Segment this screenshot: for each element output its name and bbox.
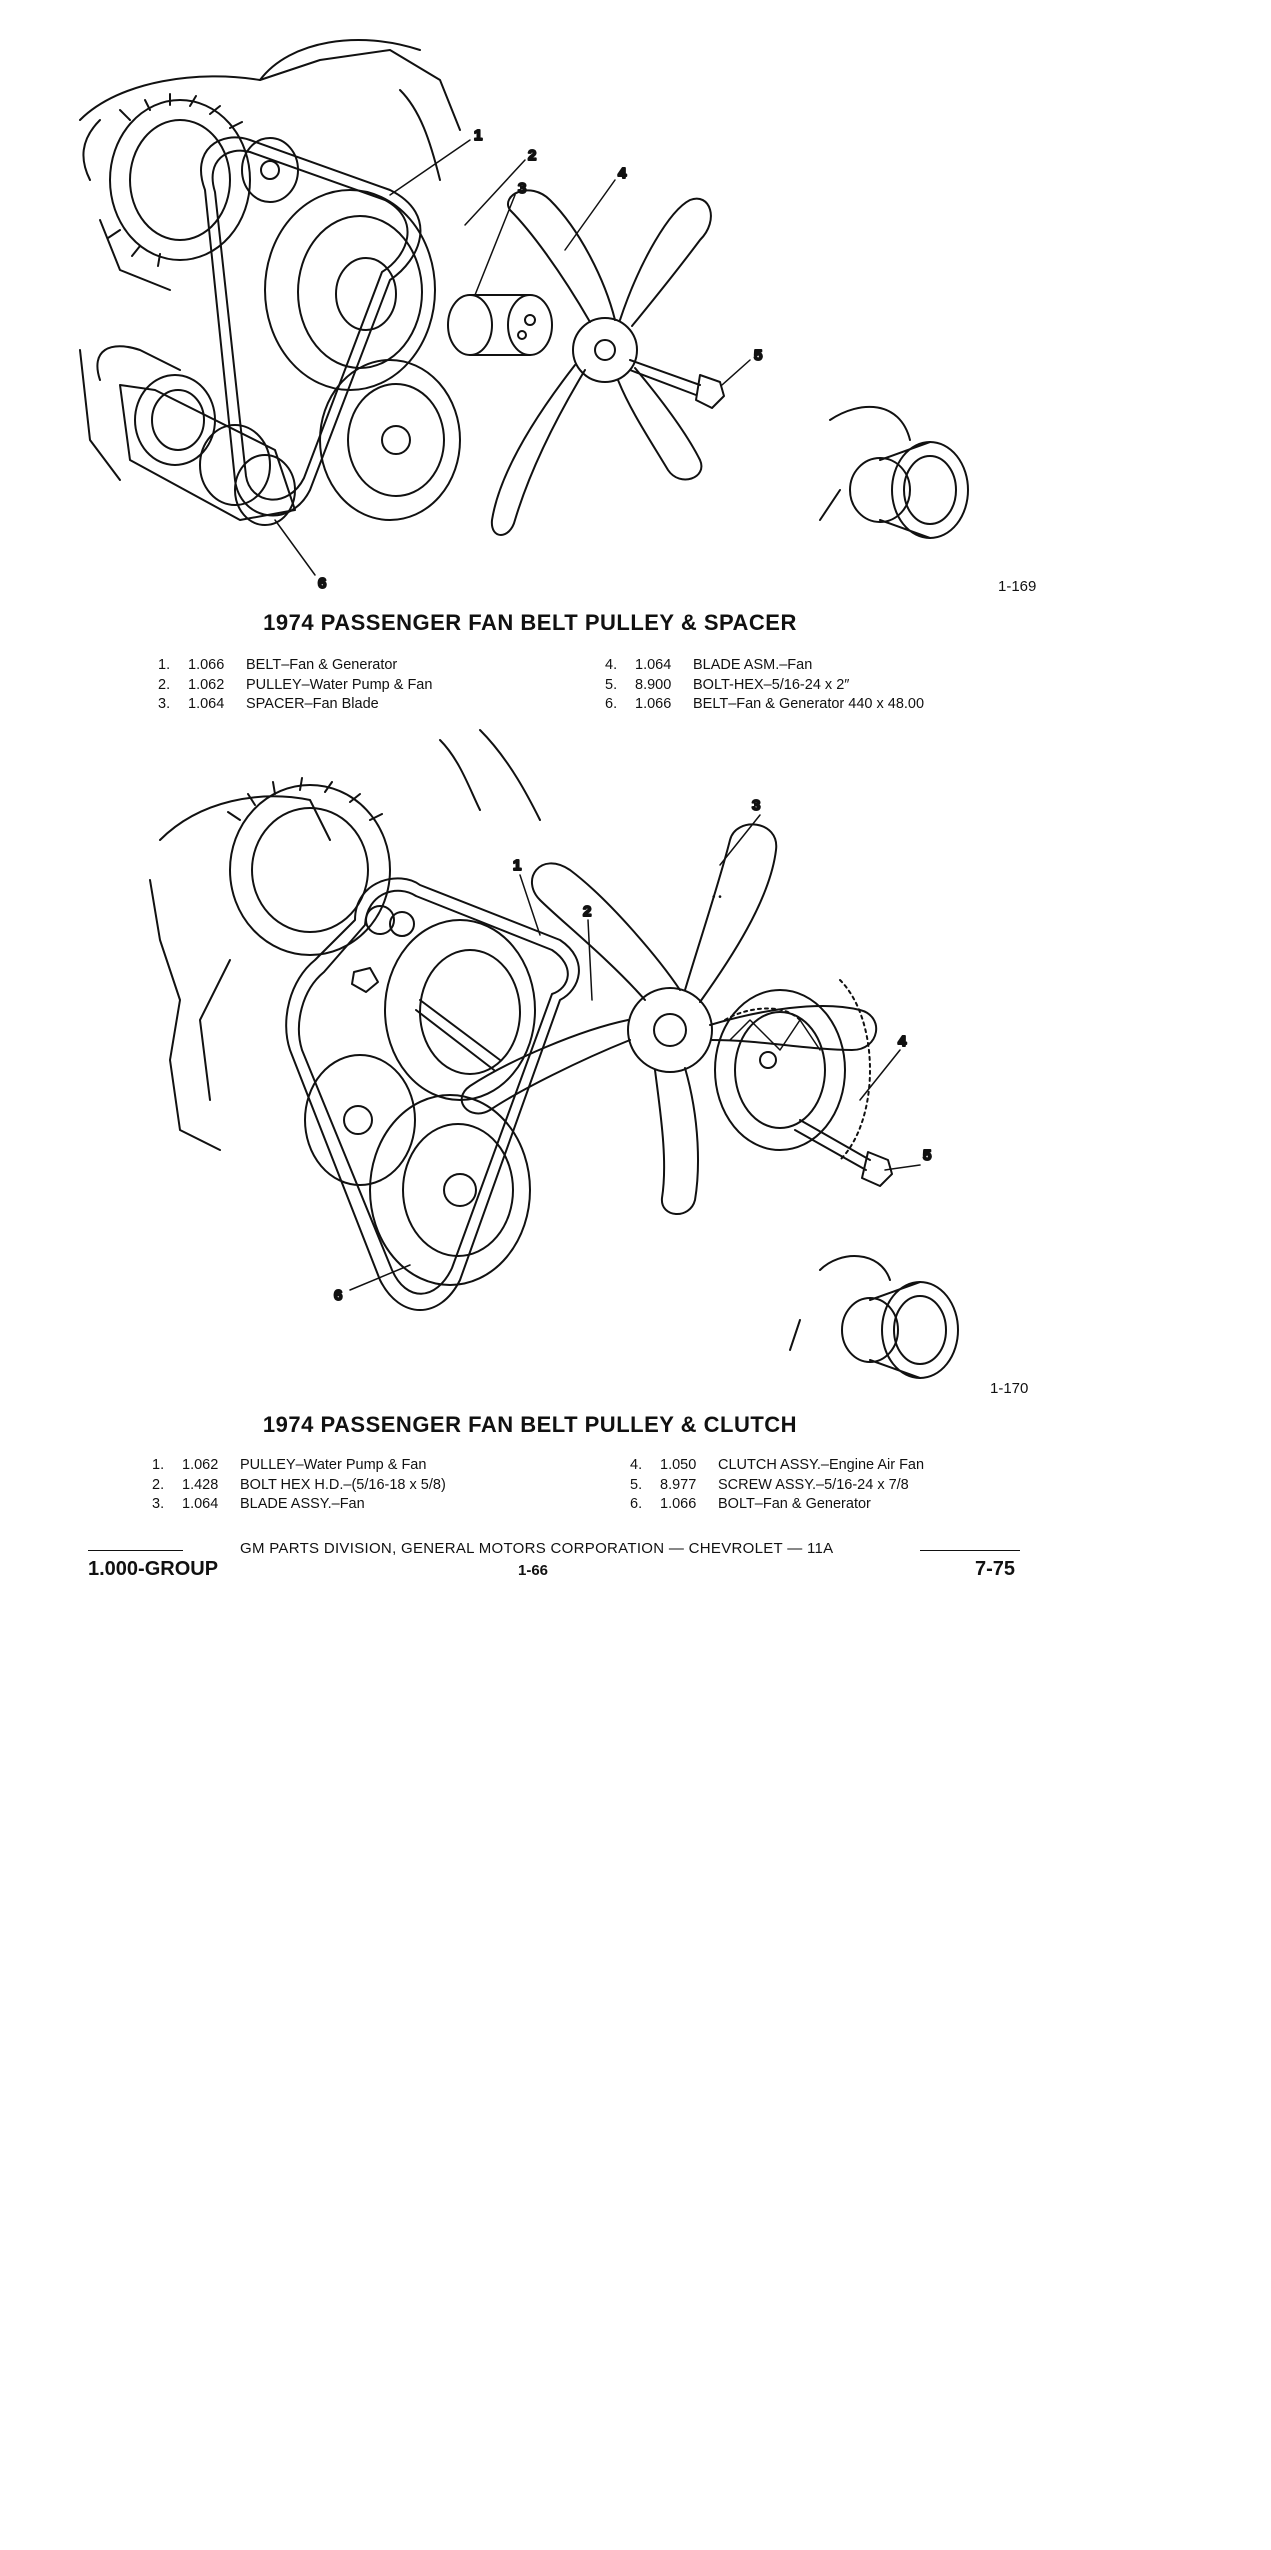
footer-rule-left	[88, 1550, 183, 1551]
figure-2-title: 1974 PASSENGER FAN BELT PULLEY & CLUTCH	[262, 1412, 798, 1437]
engine-block-drawing	[80, 40, 460, 290]
part-row	[605, 656, 924, 676]
part-group-code: 1.064	[182, 1496, 219, 1512]
figure-2-illustration	[140, 720, 1040, 1390]
part-group-code: 8.900	[635, 676, 672, 693]
footer-date: 7-75	[975, 1558, 1016, 1580]
callout-2: 2	[528, 147, 537, 164]
part-group-code: 1.062	[182, 1457, 219, 1473]
spacer-drawing	[448, 295, 552, 355]
figure-1-title: 1974 PASSENGER FAN BELT PULLEY & SPACER	[263, 610, 797, 635]
part-group-code: 1.064	[188, 696, 225, 712]
part-number: 4.	[605, 657, 618, 673]
part-row	[605, 695, 924, 715]
part-row	[158, 695, 432, 715]
part-description: BOLT-HEX–5/16-24 x 2″	[693, 676, 850, 693]
part-number: 2.	[152, 1476, 165, 1493]
part-group-code: 1.064	[635, 657, 672, 673]
alternator-drawing	[228, 778, 394, 955]
callout-6: 6	[334, 1287, 343, 1304]
part-description: SCREW ASSY.–5/16-24 x 7/8	[718, 1476, 909, 1493]
part-group-code: 1.066	[188, 657, 225, 673]
hex-bolt-drawing	[352, 968, 892, 1186]
part-row	[630, 1476, 924, 1496]
part-group-code: 1.050	[660, 1457, 697, 1473]
svg-text:• •: • •	[712, 892, 722, 903]
part-group-code: 1.428	[182, 1476, 219, 1493]
figure-2-parts-left	[152, 1456, 446, 1515]
fan-blade-drawing	[492, 190, 711, 535]
callout-5: 5	[923, 1147, 932, 1164]
footer-credit: GM PARTS DIVISION, GENERAL MOTORS CORPORATION — CHEVROLET — 11A	[240, 1540, 834, 1557]
part-row	[605, 676, 924, 696]
footer-page-number: 1-66	[518, 1562, 549, 1579]
part-row	[630, 1495, 924, 1515]
part-number: 4.	[630, 1457, 643, 1473]
figure-2-parts-right	[630, 1456, 924, 1515]
figure-1-parts-left	[158, 656, 432, 715]
callout-leader-lines	[275, 140, 750, 575]
figure-1-number: 1-169	[998, 578, 1037, 595]
part-description: BOLT–Fan & Generator	[718, 1496, 871, 1512]
hex-bolt-drawing	[630, 360, 724, 408]
part-description: BLADE ASM.–Fan	[693, 657, 813, 673]
callout-5: 5	[754, 347, 763, 364]
part-number: 5.	[605, 676, 618, 693]
callout-6: 6	[318, 575, 327, 592]
part-description: CLUTCH ASSY.–Engine Air Fan	[718, 1457, 925, 1473]
part-description: PULLEY–Water Pump & Fan	[240, 1457, 427, 1473]
part-description: BELT–Fan & Generator	[246, 657, 398, 673]
callout-1: 1	[513, 857, 522, 874]
part-number: 6.	[605, 696, 618, 712]
callout-3: 3	[752, 797, 761, 814]
part-row	[152, 1495, 446, 1515]
figure-1-illustration	[60, 20, 1060, 600]
callout-4: 4	[898, 1033, 907, 1050]
callout-2: 2	[583, 903, 592, 920]
clutch-detail-inset-drawing	[790, 1256, 958, 1378]
part-number: 5.	[630, 1476, 643, 1493]
belt-drawing	[201, 137, 420, 515]
part-group-code: 1.066	[635, 696, 672, 712]
part-row	[152, 1456, 446, 1476]
part-number: 2.	[158, 676, 171, 693]
figure-2-number: 1-170	[990, 1380, 1029, 1397]
water-pump-pulley-drawing	[305, 912, 535, 1285]
part-number: 1.	[152, 1457, 165, 1473]
part-number: 3.	[158, 696, 171, 712]
callout-3: 3	[518, 180, 527, 197]
part-number: 3.	[152, 1496, 165, 1512]
part-description: BOLT HEX H.D.–(5/16-18 x 5/8)	[240, 1476, 446, 1493]
part-number: 1.	[158, 657, 171, 673]
footer-rule-right	[920, 1550, 1020, 1551]
callout-4: 4	[618, 165, 627, 182]
water-pump-pulley-drawing	[242, 138, 460, 520]
part-row	[158, 656, 432, 676]
part-description: PULLEY–Water Pump & Fan	[246, 676, 433, 693]
part-description: BLADE ASSY.–Fan	[240, 1496, 365, 1512]
part-number: 6.	[630, 1496, 643, 1512]
part-description: SPACER–Fan Blade	[246, 696, 379, 712]
footer-group: 1.000-GROUP	[88, 1558, 219, 1580]
part-group-code: 1.066	[660, 1496, 697, 1512]
part-row	[152, 1476, 446, 1496]
alternator-drawing	[108, 94, 250, 266]
spacer-detail-inset-drawing	[820, 407, 968, 538]
part-row	[158, 676, 432, 696]
callout-1: 1	[474, 127, 483, 144]
part-description: BELT–Fan & Generator 440 x 48.00	[693, 696, 925, 712]
part-group-code: 8.977	[660, 1476, 697, 1493]
part-row	[630, 1456, 924, 1476]
figure-1-parts-right	[605, 656, 924, 715]
part-group-code: 1.062	[188, 676, 225, 693]
